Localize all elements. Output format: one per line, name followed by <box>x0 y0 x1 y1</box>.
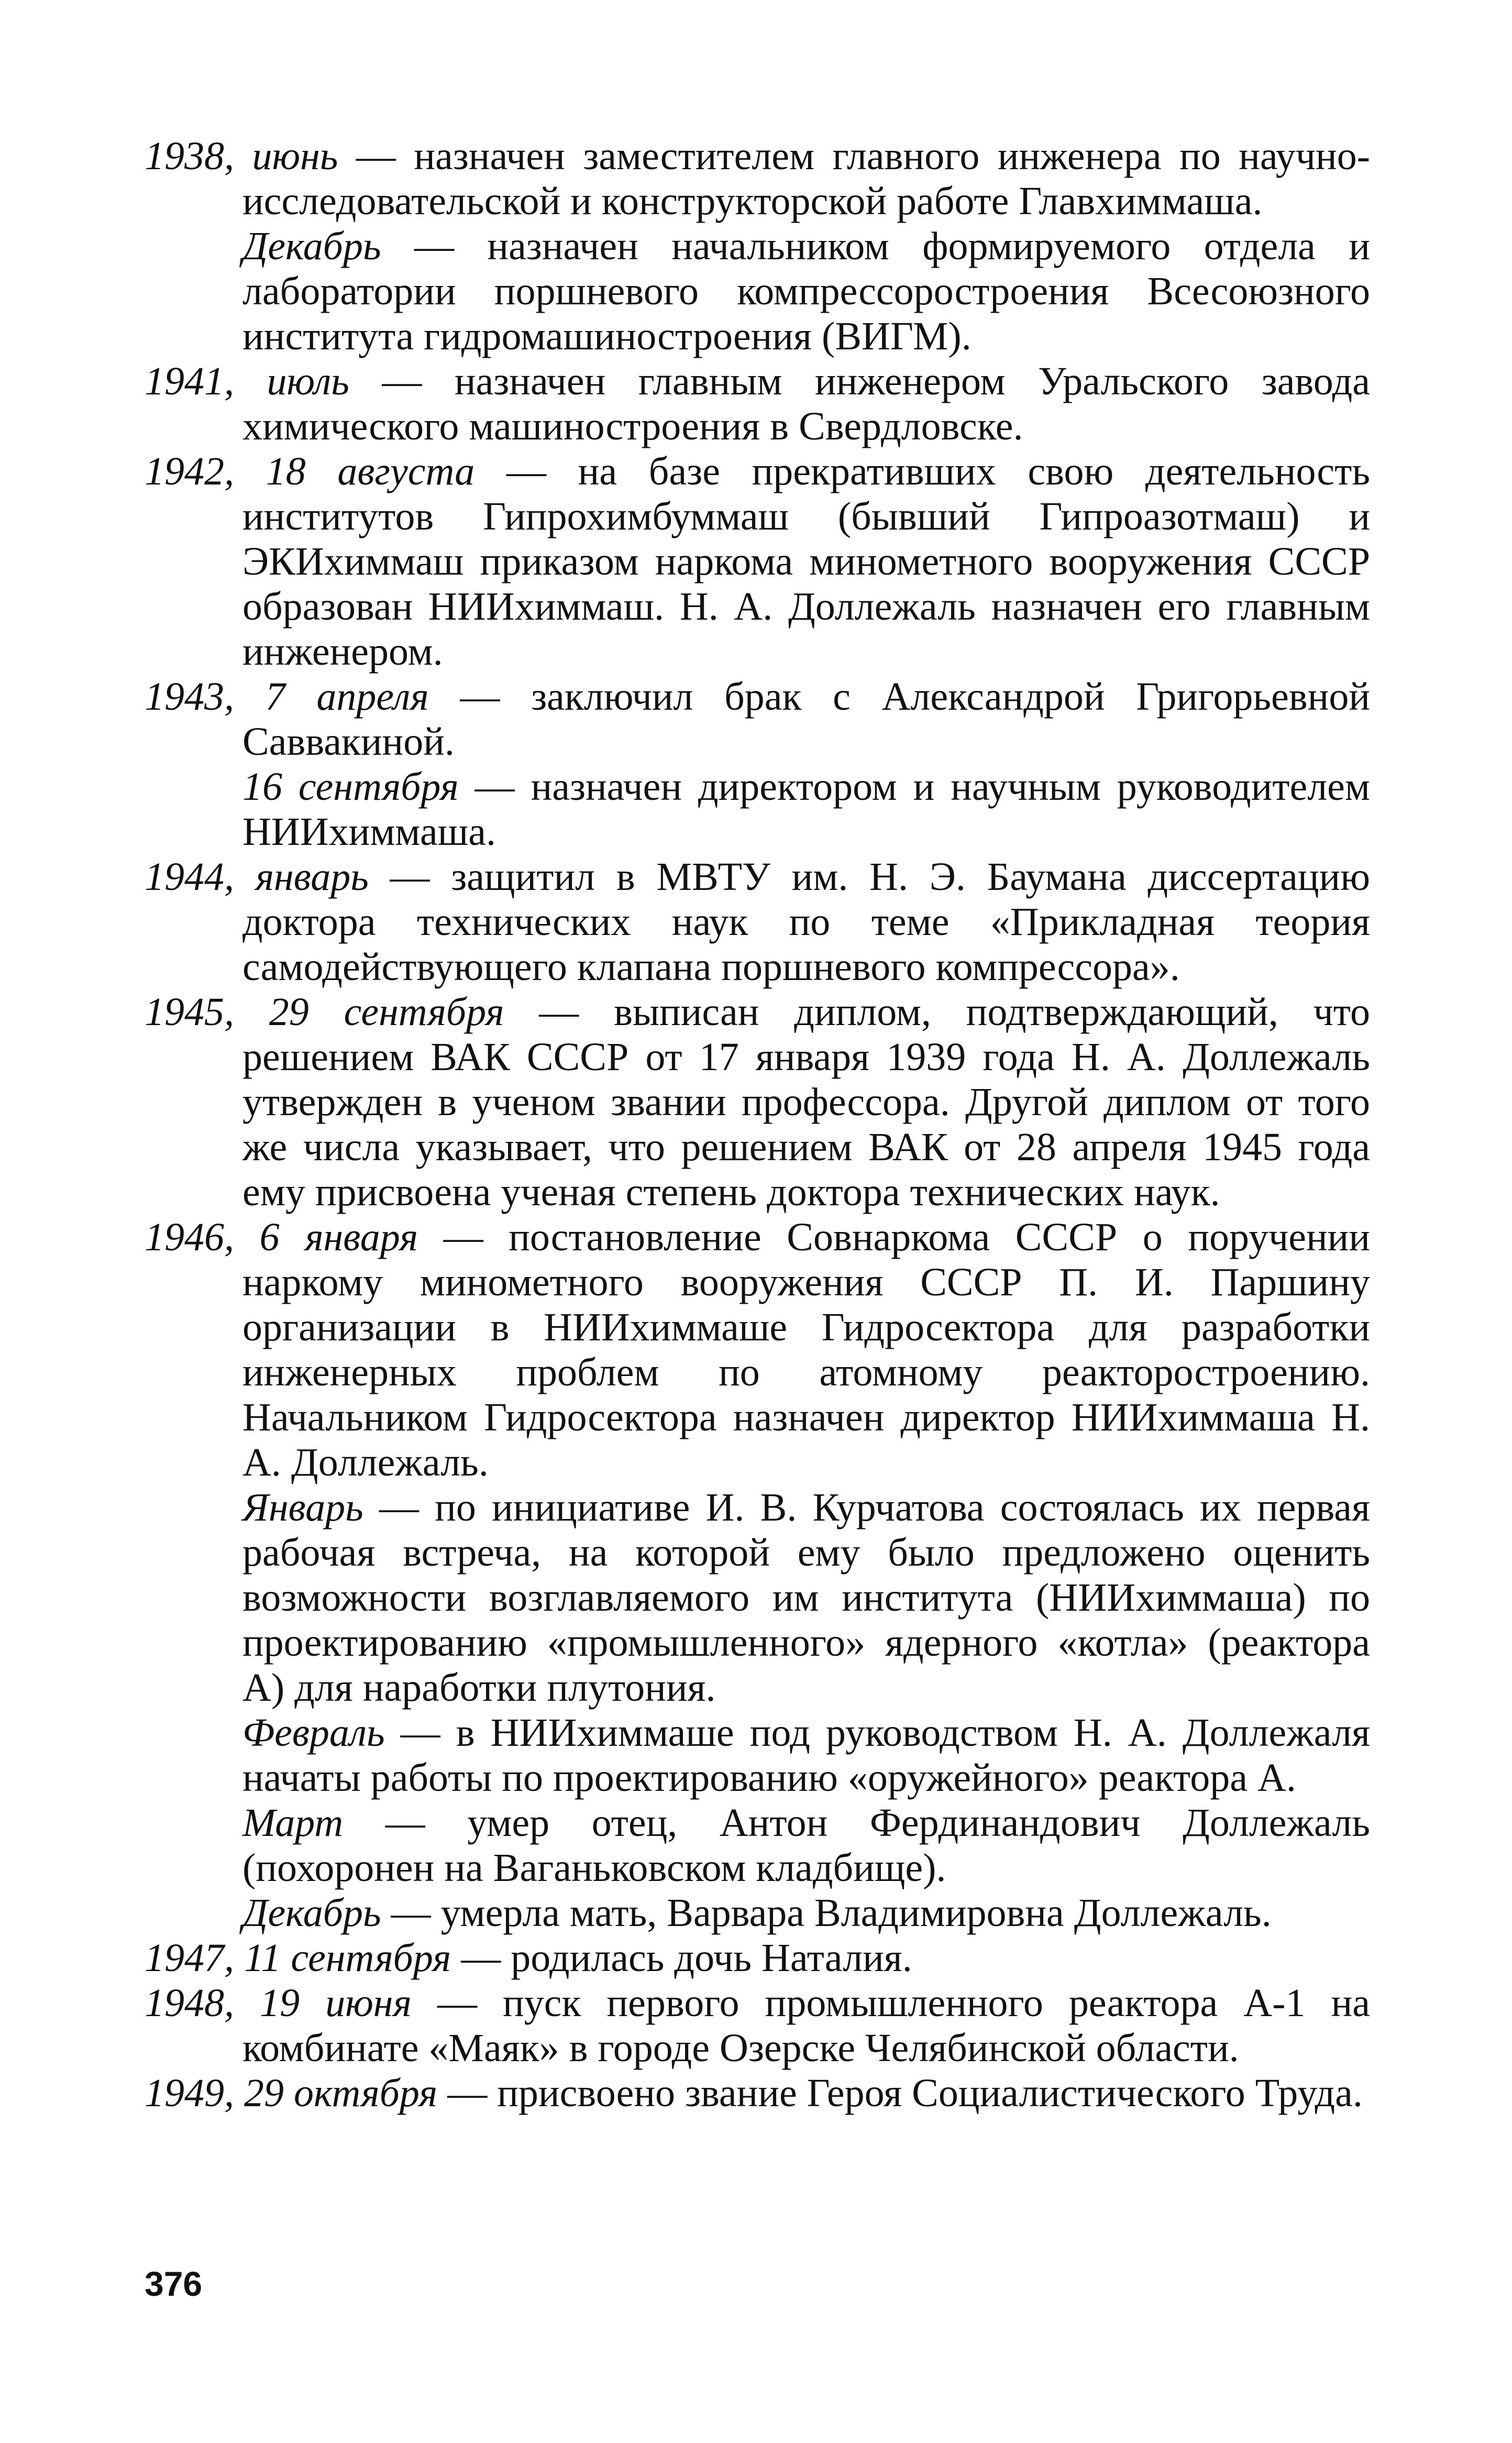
entry-date: 1946, 6 января <box>145 1215 418 1259</box>
entry-date: 1949, 29 октября <box>145 2071 438 2115</box>
entry-date: 1941, июль <box>145 359 349 403</box>
entry-date: 1938, июнь <box>145 134 338 178</box>
entry-text: — назначен начальником формируемого отдела и лаборатории поршневого компрессоростроения Всесоюзного института гидромашиностроения (ВИГМ). <box>242 224 1370 358</box>
chronology-subentry <box>145 1710 1370 1800</box>
chronology-subentry <box>145 1800 1370 1890</box>
chronology-entry <box>145 989 1370 1215</box>
chronology-subentry <box>145 1890 1370 1935</box>
chronology-list <box>145 134 1370 2116</box>
page-number: 376 <box>145 2264 203 2303</box>
chronology-subentry <box>145 764 1370 854</box>
entry-text: — назначен главным инженером Уральского завода химического машиностроения в Свердловске. <box>242 359 1370 448</box>
entry-date: 1947, 11 сентября <box>145 1936 451 1980</box>
entry-text: — постановление Совнаркома СССР о поручении наркому минометного вооружения СССР П. И. Паршину организации в НИИхиммаше Гидросектора для разработки инженерных проблем по атомному реакторостроению. Начальником Гидросектора назначен директор НИИхиммаша Н. А. Доллежаль. <box>242 1215 1370 1484</box>
chronology-entry <box>145 134 1370 224</box>
chronology-entry <box>145 2071 1370 2116</box>
chronology-entry <box>145 1215 1370 1485</box>
entry-text: — родилась дочь Наталия. <box>451 1936 912 1980</box>
entry-text: — в НИИхиммаше под руководством Н. А. Доллежаля начаты работы по проектированию «оружейного» реактора А. <box>242 1711 1370 1800</box>
entry-text: — по инициативе И. В. Курчатова состоялась их первая рабочая встреча, на которой ему было предложено оценить возможности возглавляемого им института (НИИхиммаша) по проектированию «промышленного» ядерного «котла» (реактора А) для наработки плутония. <box>242 1485 1370 1710</box>
entry-text: — пуск первого промышленного реактора А-1 на комбинате «Маяк» в городе Озерске Челябинской области. <box>242 1981 1371 2070</box>
entry-text: — назначен заместителем главного инженера по научно-исследовательской и конструкторской работе Главхиммаша. <box>242 134 1370 223</box>
entry-date: Декабрь <box>242 1891 381 1935</box>
entry-text: — присвоено звание Героя Социалистического Труда. <box>437 2071 1363 2115</box>
entry-date: Декабрь <box>242 224 381 268</box>
entry-date: 1942, 18 августа <box>145 449 475 493</box>
chronology-entry <box>145 1935 1370 1980</box>
entry-text: — назначен директором и научным руководителем НИИхиммаша. <box>242 765 1370 854</box>
chronology-entry <box>145 1980 1370 2071</box>
entry-text: — заключил брак с Александрой Григорьевной Саввакиной. <box>242 675 1370 764</box>
entry-text: — защитил в МВТУ им. Н. Э. Баумана диссертацию доктора технических наук по теме «Прикладная теория самодействующего клапана поршневого компрессора». <box>242 855 1370 989</box>
entry-text: — на базе прекративших свою деятельность институтов Гипрохимбуммаш (бывший Гипроазотмаш) и ЭКИхиммаш приказом наркома минометного вооружения СССР образован НИИхиммаш. Н. А. Доллежаль назначен его главным инженером. <box>242 449 1370 674</box>
chronology-subentry <box>145 1485 1370 1710</box>
entry-text: — умер отец, Антон Фердинандович Доллежаль (похоронен на Ваганьковском кладбище). <box>242 1801 1370 1890</box>
entry-date: Март <box>242 1801 344 1845</box>
chronology-entry <box>145 674 1370 764</box>
entry-date: 1944, январь <box>145 855 369 899</box>
chronology-entry <box>145 449 1370 674</box>
entry-date: 1943, 7 апреля <box>145 675 429 719</box>
chronology-subentry <box>145 224 1370 359</box>
entry-date: Февраль <box>242 1711 385 1755</box>
chronology-entry <box>145 854 1370 989</box>
entry-date: 1945, 29 сентября <box>145 990 504 1034</box>
entry-text: — выписан диплом, подтверждающий, что решением ВАК СССР от 17 января 1939 года Н. А. Доллежаль утвержден в ученом звании профессора. Другой диплом от того же числа указывает, что решением ВАК от 28 апреля 1945 года ему присвоена ученая степень доктора технических наук. <box>242 990 1370 1214</box>
entry-text: — умерла мать, Варвара Владимировна Доллежаль. <box>381 1891 1272 1935</box>
chronology-entry <box>145 359 1370 449</box>
entry-date: 16 сентября <box>242 765 459 809</box>
entry-date: Январь <box>242 1485 363 1529</box>
entry-date: 1948, 19 июня <box>145 1981 412 2025</box>
